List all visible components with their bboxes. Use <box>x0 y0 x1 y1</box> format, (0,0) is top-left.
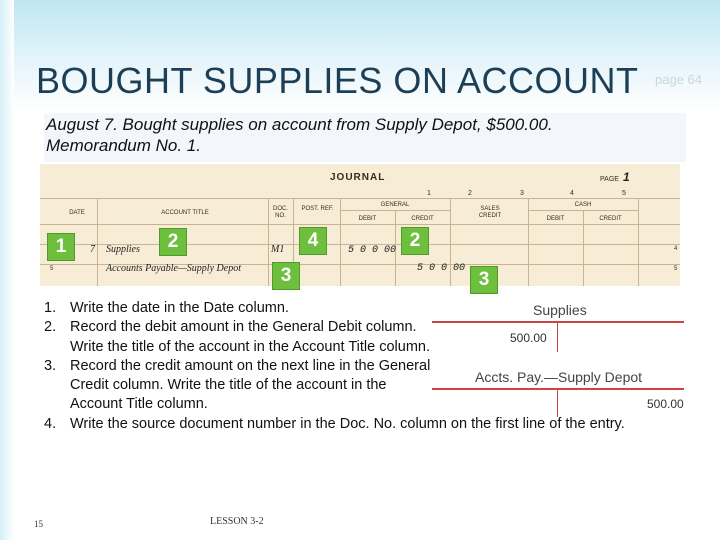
header-cash: CASH <box>574 202 592 208</box>
column-number-4: 4 <box>570 190 574 197</box>
left-accent-bar <box>0 0 14 540</box>
transaction-caption <box>44 113 686 162</box>
header-general: GENERAL <box>380 202 410 208</box>
header-cash-debit: DEBIT <box>546 216 565 222</box>
callout-marker: 4 <box>299 227 327 255</box>
row-line-number-right: 5 <box>674 266 678 272</box>
col-divider-end <box>638 198 639 286</box>
column-number-5: 5 <box>622 190 626 197</box>
column-number-2: 2 <box>468 190 472 197</box>
entry-date: 7 <box>90 244 95 255</box>
caption-line-2: Memorandum No. 1. <box>46 136 201 155</box>
callout-marker: 3 <box>272 262 300 290</box>
callout-marker: 3 <box>470 266 498 294</box>
column-number-1: 1 <box>427 190 431 197</box>
slide-number: 15 <box>34 519 43 529</box>
callout-marker: 2 <box>159 228 187 256</box>
page-reference: page 64 <box>655 72 702 87</box>
callout-marker: 1 <box>47 233 75 261</box>
entry-account-supplies: Supplies <box>106 244 140 255</box>
header-rule-top <box>40 198 680 199</box>
t-account-supplies-title: Supplies <box>533 302 587 318</box>
entry-general-credit: 5 0 0 00 <box>417 263 466 274</box>
col-divider-cash <box>528 198 529 286</box>
entry-general-debit: 5 0 0 00 <box>348 245 397 256</box>
row-line-number: 5 <box>50 266 54 272</box>
header-rule-bottom <box>40 224 680 225</box>
step-item: 2. Record the debit amount in the General Debit column. Write the title of the account in the Account Title column. <box>44 319 431 355</box>
slide-title: BOUGHT SUPPLIES ON ACCOUNT <box>36 60 639 101</box>
header-post-ref: POST. REF. <box>301 206 334 212</box>
header-date: DATE <box>69 210 85 216</box>
header-sales-credit: SALES CREDIT <box>478 206 502 219</box>
column-number-3: 3 <box>520 190 524 197</box>
t-account-supplies-debit: 500.00 <box>510 331 547 345</box>
entry-account-accounts-payable: Accounts Payable—Supply Depot <box>106 263 241 274</box>
header-account-title: ACCOUNT TITLE <box>161 210 209 216</box>
row-line-number-right: 4 <box>674 246 678 252</box>
header-general-credit: CREDIT <box>411 216 434 222</box>
steps-list <box>44 299 684 434</box>
entry-doc-no: M1 <box>271 244 285 255</box>
header-doc-no: DOC. NO. <box>273 206 288 219</box>
step-item: 3. Record the credit amount on the next line in the General Credit column. Write the title of the account in the Account Title column. <box>44 357 431 413</box>
caption-line-1: August 7. Bought supplies on account from Supply Depot, $500.00. <box>46 115 553 134</box>
journal-page-label: PAGE <box>600 176 619 183</box>
step-item: 1. Write the date in the Date column. <box>44 300 289 316</box>
t-account-ap-credit: 500.00 <box>647 397 684 411</box>
callout-marker: 2 <box>401 227 429 255</box>
col-divider-date <box>97 198 98 286</box>
header-cash-credit: CREDIT <box>599 216 622 222</box>
journal-form <box>40 164 680 286</box>
t-account-ap-title: Accts. Pay.—Supply Depot <box>475 369 643 385</box>
journal-title: JOURNAL <box>330 172 386 183</box>
journal-page-number: 1 <box>623 170 630 184</box>
col-divider-postref <box>340 198 341 286</box>
header-general-debit: DEBIT <box>358 216 377 222</box>
step-item: 4. Write the source document number in the Doc. No. column on the first line of the entry. <box>44 415 625 432</box>
lesson-label: LESSON 3-2 <box>210 516 264 527</box>
